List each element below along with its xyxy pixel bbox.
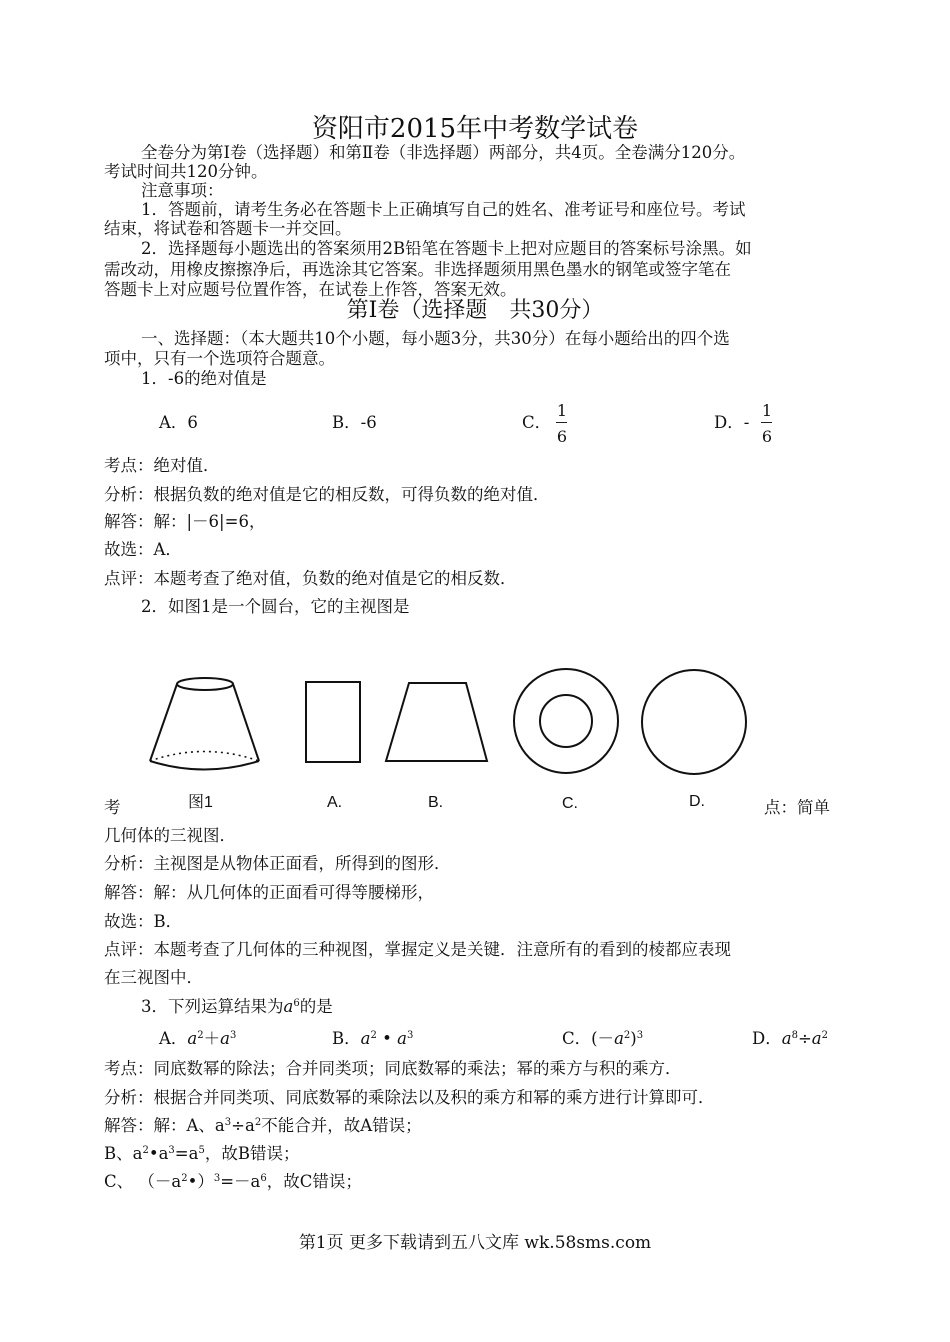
- page-title: 资阳市2015年中考数学试卷: [311, 114, 639, 144]
- q3-b-exp-2: 3: [168, 1145, 175, 1156]
- q3-answer-c: [104, 1173, 362, 1191]
- q3-c-exp-1: 2: [181, 1173, 188, 1184]
- q3-c-exp-3: 6: [260, 1173, 267, 1184]
- volume-title: 第Ⅰ卷（选择题 共30分）: [346, 298, 604, 323]
- q2-kao-left: 考: [104, 798, 121, 817]
- option-c-ring: [514, 669, 618, 773]
- q3-b-post: ，故B错误；: [204, 1144, 300, 1163]
- q1-stem: 1．-6的绝对值是: [141, 369, 267, 388]
- q3-stem-var: a: [283, 997, 294, 1016]
- q3-option-a: A．$a^2+a^3$: [159, 1029, 237, 1048]
- q3-option-b: B．$a^2$ • $a^3$: [332, 1029, 414, 1048]
- section-line-1: 一、选择题：（本大题共10个小题，每小题3分，共30分）在每小题给出的四个选: [141, 329, 730, 348]
- notice-1b: 结束，将试卷和答题卡一并交回。: [104, 219, 352, 238]
- q2-jieda: 解答：解：从几何体的正面看可得等腰梯形，: [104, 883, 434, 902]
- q3-answer-b: [104, 1145, 299, 1163]
- q3-c-mid-2: =－a: [220, 1172, 261, 1191]
- q3-stem-pre: 3．下列运算结果为: [141, 997, 284, 1016]
- q1-d-fraction-bar: [761, 422, 772, 423]
- q3-option-d: D．$a^8\div a^2$: [752, 1029, 828, 1048]
- q3-jieda-mid: ÷a: [231, 1116, 255, 1135]
- q2-fenxi: 分析：主视图是从物体正面看，所得到的图形．: [104, 854, 451, 873]
- frustum-left-edge: [150, 684, 177, 761]
- q1-option-a: A．6: [159, 413, 198, 432]
- frustum-bottom-back: [150, 752, 259, 762]
- q1-c-numerator: 1: [556, 401, 568, 420]
- figure-a-label: A.: [327, 794, 343, 811]
- q3-c-pre: C、 （－a: [104, 1172, 182, 1191]
- frustum-right-edge: [233, 684, 259, 761]
- q2-guxuan: 故选：B．: [104, 912, 183, 931]
- notice-2a: 2．选择题每小题选出的答案须用2B铅笔在答题卡上把对应题目的答案标号涂黑。如: [141, 239, 752, 258]
- q3-c-mid-1: •）: [187, 1172, 214, 1191]
- q1-kaodian: 考点：绝对值．: [104, 456, 220, 475]
- page-footer: 第1页 更多下载请到五八文库 wk.58sms.com: [298, 1233, 652, 1253]
- frustum-top-ellipse: [177, 678, 233, 690]
- q3-jieda: [104, 1117, 422, 1135]
- section-line-2: 项中，只有一个选项符合题意。: [104, 349, 335, 368]
- q1-d-numerator: 1: [761, 401, 773, 420]
- q1-guxuan: 故选：A．: [104, 540, 182, 559]
- figure-c-label: C.: [562, 795, 578, 812]
- figure-d-label: D.: [689, 793, 705, 810]
- q3-option-c: C．$(-a^2)^3$: [562, 1029, 644, 1048]
- q3-kaodian: 考点：同底数幂的除法；合并同类项；同底数幂的乘法；幂的乘方与积的乘方．: [104, 1059, 682, 1078]
- intro-line-2: 考试时间共120分钟。: [104, 162, 268, 181]
- notice-1a: 1．答题前，请考生务必在答题卡上正确填写自己的姓名、准考证号和座位号。考试: [141, 200, 746, 219]
- figure-1-label: 图1: [188, 794, 213, 811]
- q3-fenxi: 分析：根据合并同类项、同底数幂的乘除法以及积的乘方和幂的乘方进行计算即可．: [104, 1088, 715, 1107]
- q3-b-exp-1: 2: [142, 1145, 149, 1156]
- q3-jieda-exp-1: 3: [224, 1117, 232, 1128]
- q3-stem: [141, 998, 333, 1016]
- q2-kaodian-cont: 几何体的三视图．: [104, 826, 236, 845]
- q3-b-pre: B、a: [104, 1144, 143, 1163]
- q3-b-mid-1: •a: [148, 1144, 169, 1163]
- q1-jieda: 解答：解：|－6|=6，: [104, 512, 266, 531]
- q2-stem: 2．如图1是一个圆台，它的主视图是: [141, 597, 410, 616]
- q1-fenxi: 分析：根据负数的绝对值是它的相反数，可得负数的绝对值．: [104, 485, 550, 504]
- q2-dianping-2: 在三视图中．: [104, 968, 203, 987]
- q3-jieda-pre: 解答：解：A、a: [104, 1116, 225, 1135]
- q3-c-post: ，故C错误；: [266, 1172, 362, 1191]
- q3-b-mid-2: =a: [174, 1144, 199, 1163]
- notice-2c: 答题卡上对应题号位置作答，在试卷上作答，答案无效。: [104, 280, 517, 299]
- q1-option-c: C．: [522, 413, 552, 432]
- q1-option-b: B．-6: [332, 413, 377, 432]
- option-b-trapezoid: [386, 683, 487, 761]
- q2-figures: [0, 660, 950, 820]
- notice-2b: 需改动，用橡皮擦擦净后，再选涂其它答案。非选择题须用黑色墨水的钢笔或签字笔在: [104, 260, 731, 279]
- q3-b-exp-3: 5: [198, 1145, 205, 1156]
- q2-dianping-1: 点评：本题考查了几何体的三种视图，掌握定义是关键．注意所有的看到的棱都应表现: [104, 940, 731, 959]
- q1-c-denominator: 6: [556, 427, 568, 446]
- q3-stem-exp: 6: [293, 998, 300, 1009]
- q3-stem-post: 的是: [299, 997, 333, 1016]
- q2-kao-right: 点：简单: [764, 798, 830, 817]
- option-d-circle: [642, 670, 746, 774]
- q3-jieda-exp-2: 2: [254, 1117, 262, 1128]
- q3-c-exp-2: 3: [213, 1173, 221, 1184]
- q1-c-fraction-bar: [556, 422, 567, 423]
- frustum-figure-1: [150, 678, 259, 770]
- q3-jieda-post: 不能合并，故A错误；: [261, 1116, 422, 1135]
- q1-d-denominator: 6: [761, 427, 773, 446]
- notice-heading: 注意事项：: [141, 181, 224, 200]
- intro-line-1: 全卷分为第Ⅰ卷（选择题）和第Ⅱ卷（非选择题）两部分，共4页。全卷满分120分。: [141, 143, 746, 162]
- option-a-rectangle: [306, 682, 360, 762]
- frustum-bottom-front: [150, 761, 259, 770]
- q1-dianping: 点评：本题考查了绝对值，负数的绝对值是它的相反数．: [104, 569, 517, 588]
- q1-option-d: D．-: [714, 413, 750, 432]
- figure-b-label: B.: [428, 794, 444, 811]
